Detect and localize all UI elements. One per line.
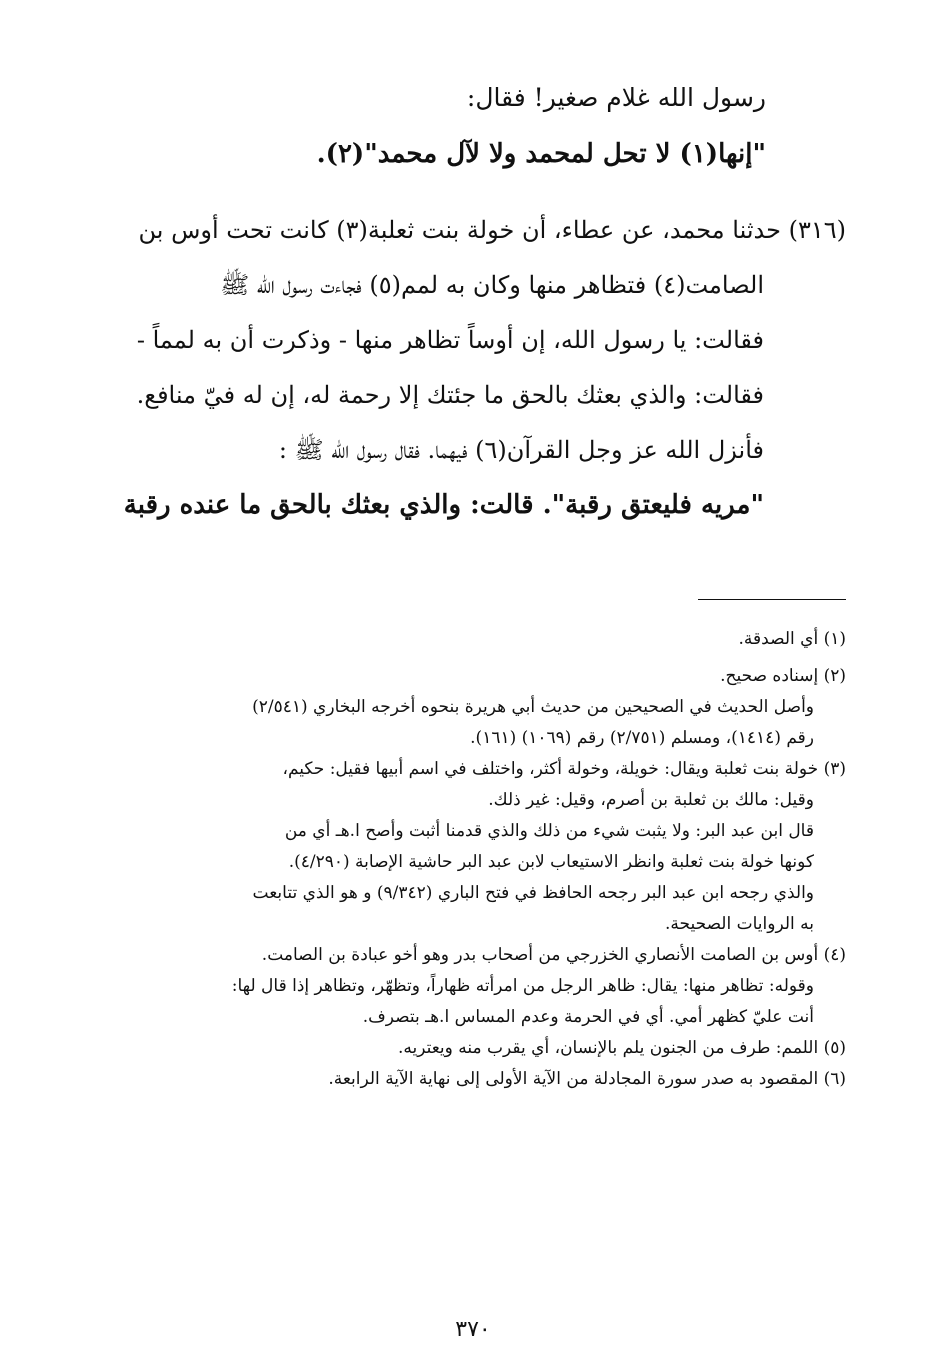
footnote-3: (٣) خولة بنت ثعلبة ويقال: خويلة، وخولة أكثر، واختلف في اسم أبيها فقيل: حكيم، <box>282 759 846 779</box>
hadith-line: فأنزل الله عز وجل القرآن(٦) فيهما. فقال رسول الله ﷺ : <box>278 436 764 464</box>
footnote-6: (٦) المقصود به صدر سورة المجادلة من الآية الأولى إلى نهاية الآية الرابعة. <box>328 1069 846 1089</box>
footnote-4-continued: أنت عليّ كظهر أمي. أي في الحرمة وعدم المساس ا.هـ بتصرف. <box>362 1007 814 1027</box>
footnote-2-continued: رقم (١٤١٤)، ومسلم (٢/٧٥١) رقم (١٠٦٩) (١٦١). <box>470 728 814 748</box>
main-text-quote-line: "إنها(١) لا تحل لمحمد ولا لآل محمد"(٢). <box>316 139 766 169</box>
footnotes <box>104 624 846 1095</box>
footnote-separator-rule <box>698 599 846 600</box>
footnote-5: (٥) اللمم: طرف من الجنون يلم بالإنسان، أي يقرب منه ويعتريه. <box>397 1038 846 1058</box>
footnote-2: (٢) إسناده صحيح. <box>720 666 846 686</box>
main-text-top <box>106 70 766 182</box>
footnote-3-continued: كونها خولة بنت ثعلبة وانظر الاستيعاب لابن عبد البر حاشية الإصابة (٤/٢٩٠). <box>288 852 814 872</box>
hadith-line: فقالت: والذي بعثك بالحق ما جئتك إلا رحمة له، إن له فيّ منافع. <box>136 381 764 409</box>
footnote-3-continued: والذي رجحه ابن عبد البر رجحه الحافظ في فتح الباري (٩/٣٤٢) و هو الذي تتابعت <box>252 883 814 903</box>
footnote-3-continued: به الروايات الصحيحة. <box>664 914 814 934</box>
footnote-3-continued: وقيل: مالك بن ثعلبة بن أصرم، وقيل: غير ذلك. <box>488 790 814 810</box>
footnote-3-continued: قال ابن عبد البر: ولا يثبت شيء من ذلك والذي قدمنا أثبت وأصح ا.هـ أي من <box>284 821 814 841</box>
footnote-2-continued: وأصل الحديث في الصحيحين من حديث أبي هريرة بنحوه أخرجه البخاري (٢/٥٤١) <box>252 697 814 717</box>
hadith-316 <box>106 203 846 533</box>
hadith-line: فقالت: يا رسول الله، إن أوساً تظاهر منها - وذكرت أن به لمماً - <box>136 326 764 354</box>
footnote-1: (١) أي الصدقة. <box>738 629 846 649</box>
footnote-4-continued: وقوله: تظاهر منها: يقال: ظاهر الرجل من امرأته ظهاراً، وتظهّر، وتظاهر إذا قال لها: <box>231 976 814 996</box>
main-text-line: رسول الله غلام صغير! فقال: <box>466 83 766 112</box>
hadith-line: (٣١٦) حدثنا محمد، عن عطاء، أن خولة بنت ثعلبة(٣) كانت تحت أوس بن <box>138 216 846 244</box>
footnote-4: (٤) أوس بن الصامت الأنصاري الخزرجي من أصحاب بدر وهو أخو عبادة بن الصامت. <box>261 945 846 965</box>
hadith-line: الصامت(٤) فتظاهر منها وكان به لمم(٥) فجاءت رسول الله ﷺ <box>220 271 764 299</box>
hadith-line-bold: "مريه فليعتق رقبة". قالت: والذي بعثك بالحق ما عنده رقبة <box>123 490 764 520</box>
page-number: ٣٧٠ <box>455 1317 491 1342</box>
